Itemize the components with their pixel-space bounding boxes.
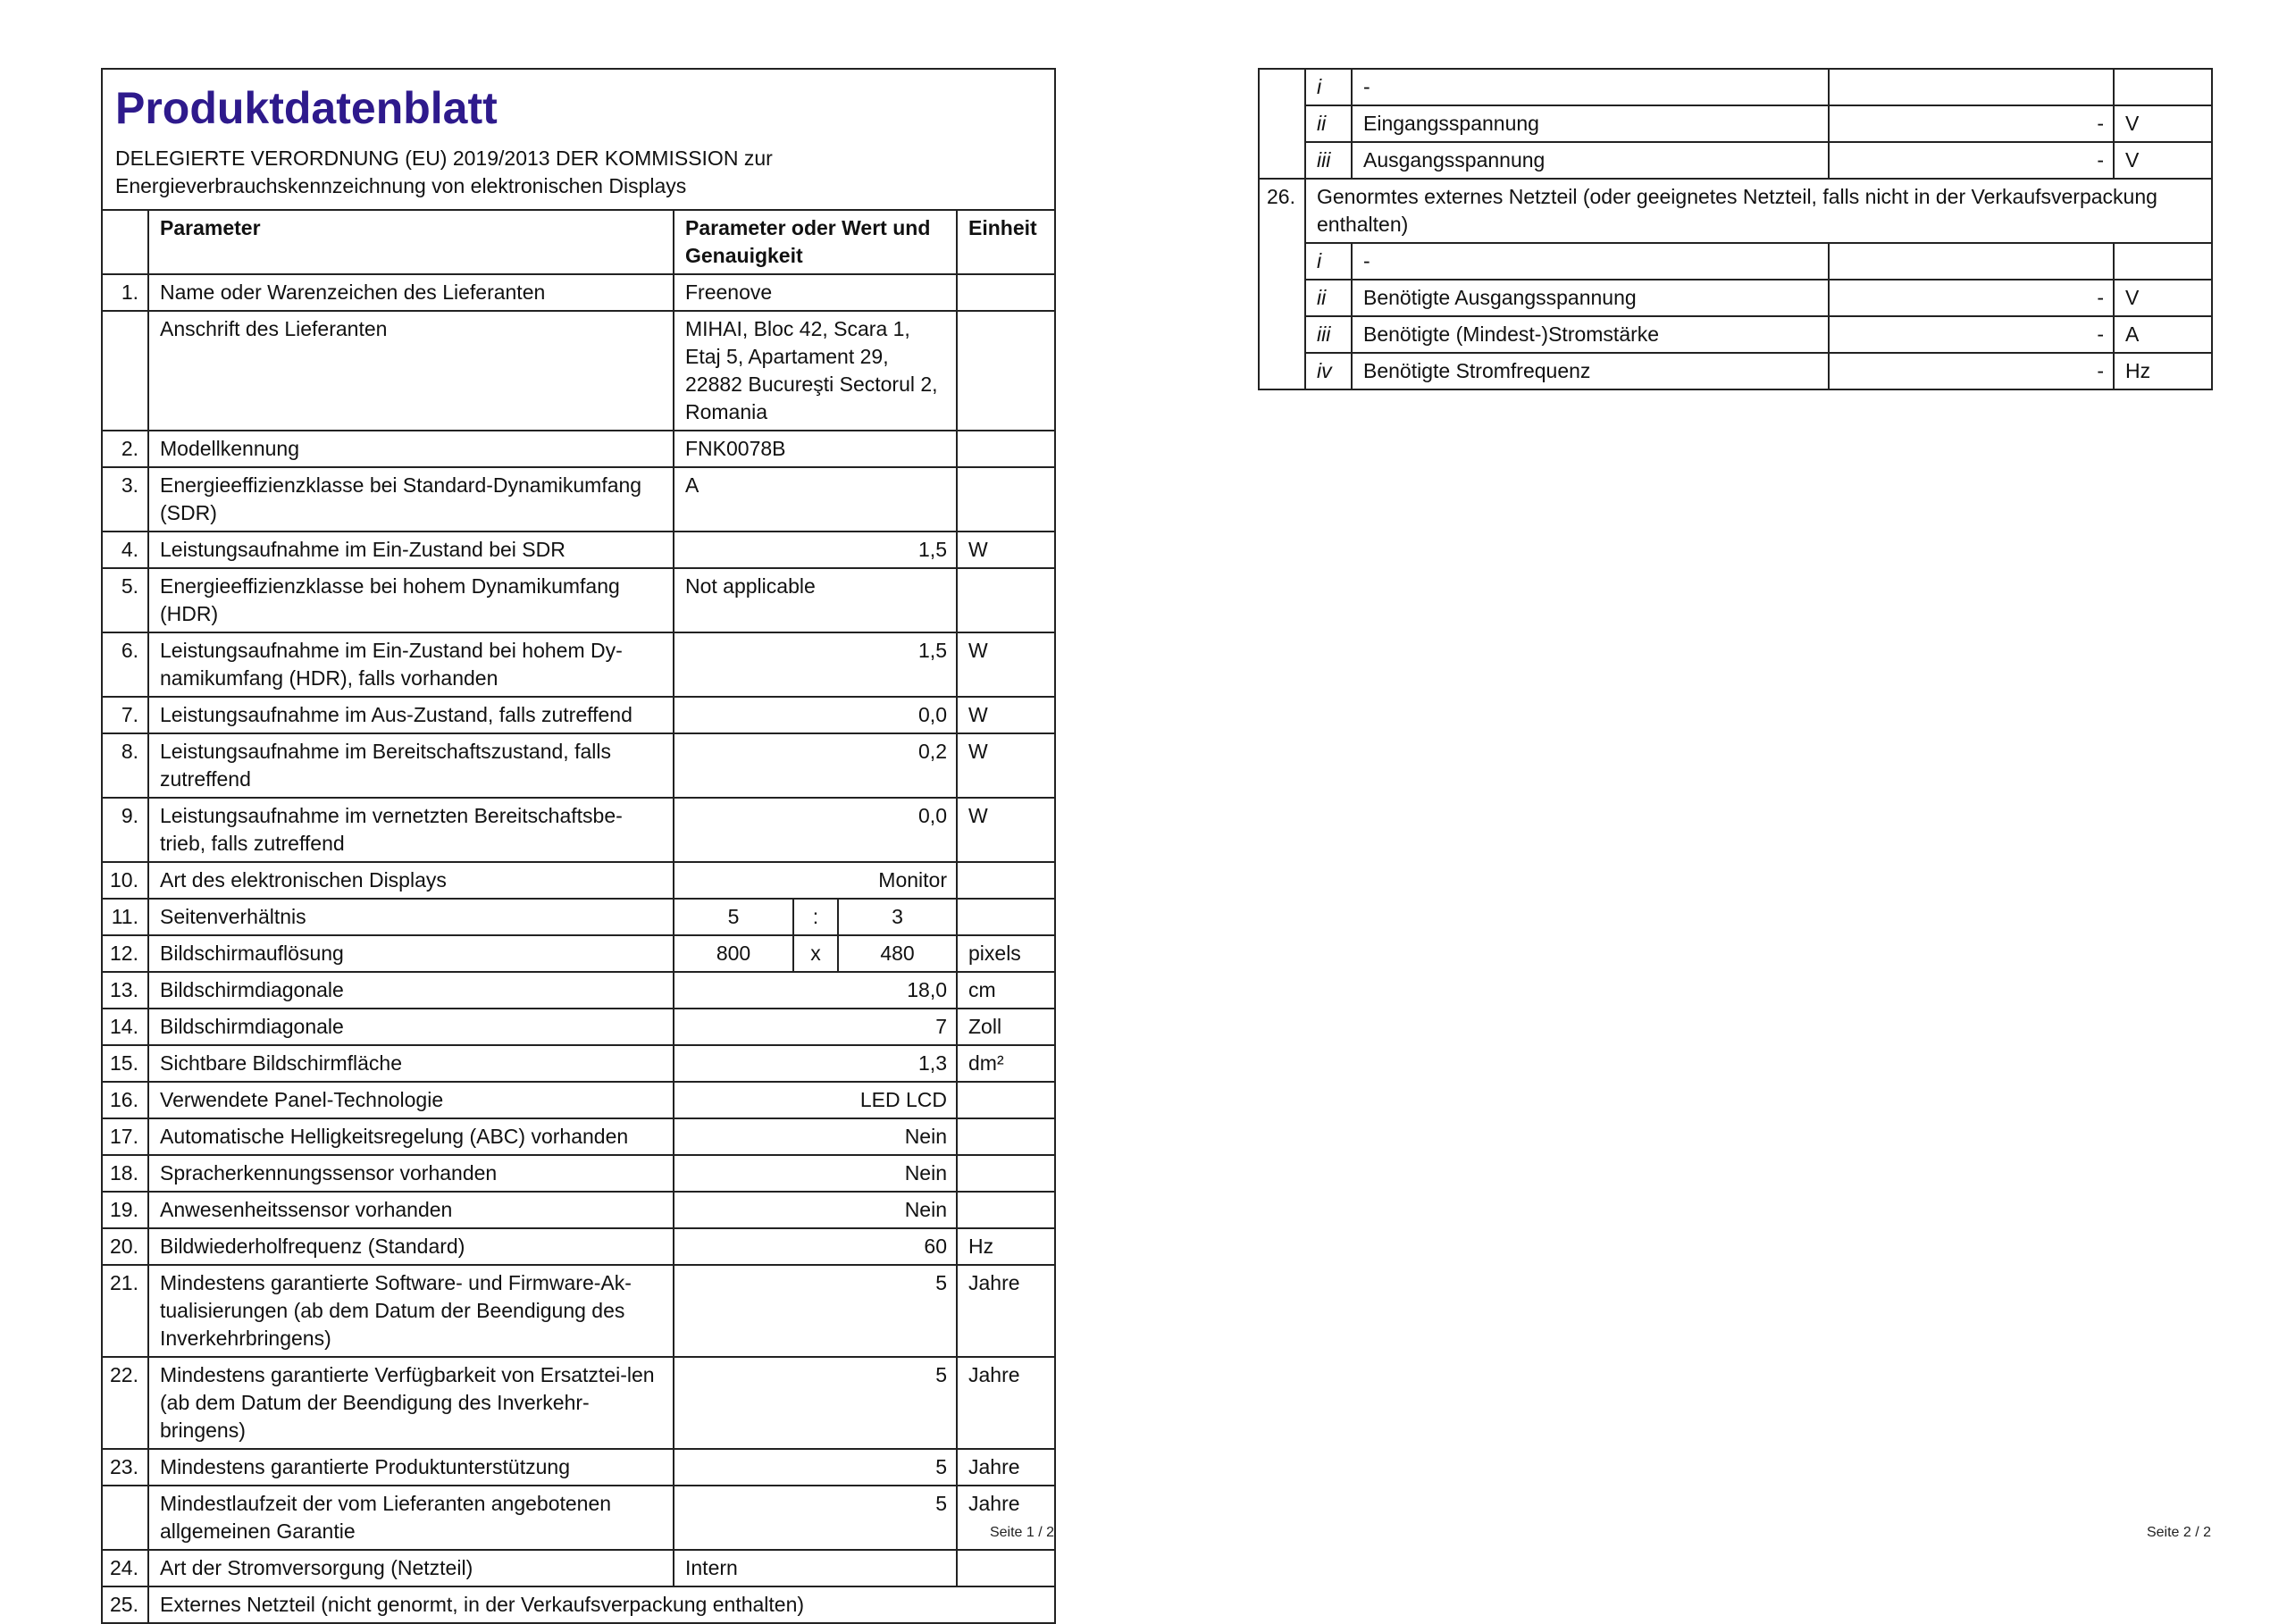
row-unit [957, 311, 1055, 431]
row-value-separator: : [793, 899, 838, 935]
table-row [102, 632, 1055, 697]
table-row [102, 274, 1055, 311]
row-unit: V [2114, 105, 2212, 142]
row-label: Bildschirmauflösung [148, 935, 674, 972]
row-label: Leistungsaufnahme im Ein-Zustand bei SDR [148, 532, 674, 568]
col-header-unit: Einheit [957, 210, 1055, 274]
table-row [1259, 69, 2212, 105]
datasheet-page-1 [101, 68, 1054, 1624]
table-row [102, 1155, 1055, 1192]
row-value [1829, 69, 2114, 105]
row-value: 0,2 [674, 733, 957, 798]
row-number [102, 1486, 148, 1550]
row-unit [2114, 243, 2212, 280]
row-value: A [674, 467, 957, 532]
row-value: Nein [674, 1192, 957, 1228]
table-row [102, 697, 1055, 733]
row-unit [957, 431, 1055, 467]
row-value: 0,0 [674, 697, 957, 733]
table-row [102, 935, 1055, 972]
row-number: 13. [102, 972, 148, 1009]
table-row [102, 467, 1055, 532]
row-number: 6. [102, 632, 148, 697]
header-block [102, 69, 1055, 210]
regulation-subtitle: DELEGIERTE VERORDNUNG (EU) 2019/2013 DER KOMMISSION zur Energieverbrauchskennzeichnung von elektronischen Displays [115, 146, 773, 197]
table-row [102, 431, 1055, 467]
row-label: Mindestens garantierte Verfügbarkeit von Ersatztei-len (ab dem Datum der Beendigung des Inverkehr-bringens) [148, 1357, 674, 1449]
row-label: Energieeffizienzklasse bei Standard-Dynamikumfang (SDR) [148, 467, 674, 532]
row-label: Automatische Helligkeitsregelung (ABC) vorhanden [148, 1118, 674, 1155]
table-row [102, 733, 1055, 798]
row-value: - [1829, 353, 2114, 389]
row-value: - [1829, 142, 2114, 179]
row-label: Mindestlaufzeit der vom Lieferanten angebotenen allgemeinen Garantie [148, 1486, 674, 1550]
row-number: 5. [102, 568, 148, 632]
row-unit [957, 1118, 1055, 1155]
row-number [1259, 69, 1305, 179]
row-label: Seitenverhältnis [148, 899, 674, 935]
row-unit [957, 467, 1055, 532]
row-roman: iii [1305, 316, 1352, 353]
row-value: 5 [674, 1357, 957, 1449]
row-label: Anschrift des Lieferanten [148, 311, 674, 431]
row-label: Spracherkennungssensor vorhanden [148, 1155, 674, 1192]
row-unit: W [957, 697, 1055, 733]
table-row [102, 1228, 1055, 1265]
row-unit [957, 1192, 1055, 1228]
row-value: 1,3 [674, 1045, 957, 1082]
header-row [102, 69, 1055, 210]
row-label: Benötigte Ausgangsspannung [1352, 280, 1829, 316]
row-value: Monitor [674, 862, 957, 899]
row-number: 2. [102, 431, 148, 467]
row-unit [2114, 69, 2212, 105]
row-value: 5 [674, 1449, 957, 1486]
table-row [102, 1550, 1055, 1586]
row-number: 22. [102, 1357, 148, 1449]
row-value: - [1829, 280, 2114, 316]
row-label: Art der Stromversorgung (Netzteil) [148, 1550, 674, 1586]
table-row [102, 1009, 1055, 1045]
row-number: 25. [102, 1586, 148, 1623]
datasheet-page-2 [1258, 68, 2211, 1540]
table-row [102, 862, 1055, 899]
table-row [102, 1486, 1055, 1550]
row-label: Verwendete Panel-Technologie [148, 1082, 674, 1118]
row-unit: W [957, 632, 1055, 697]
row-unit: Hz [957, 1228, 1055, 1265]
row-number: 16. [102, 1082, 148, 1118]
row-unit: V [2114, 280, 2212, 316]
row-label: Externes Netzteil (nicht genormt, in der Verkaufsverpackung enthalten) [148, 1586, 1055, 1623]
row-value: FNK0078B [674, 431, 957, 467]
page-footer: Seite 1 / 2 [989, 1525, 1054, 1540]
row-number: 24. [102, 1550, 148, 1586]
row-value: MIHAI, Bloc 42, Scara 1, Etaj 5, Apartament 29, 22882 Bucureşti Sectorul 2, Romania [674, 311, 957, 431]
row-label: Leistungsaufnahme im Ein-Zustand bei hohem Dy-namikumfang (HDR), falls vorhanden [148, 632, 674, 697]
row-label: Bildschirmdiagonale [148, 1009, 674, 1045]
row-label: Eingangsspannung [1352, 105, 1829, 142]
table-row [102, 1045, 1055, 1082]
col-header-value: Parameter oder Wert und Genauigkeit [674, 210, 957, 274]
row-value: Freenove [674, 274, 957, 311]
row-label: Energieeffizienzklasse bei hohem Dynamikumfang (HDR) [148, 568, 674, 632]
table-row [102, 1449, 1055, 1486]
row-value: - [1829, 316, 2114, 353]
row-roman: iv [1305, 353, 1352, 389]
row-number: 21. [102, 1265, 148, 1357]
row-unit: cm [957, 972, 1055, 1009]
row-label: Anwesenheitssensor vorhanden [148, 1192, 674, 1228]
row-number: 1. [102, 274, 148, 311]
row-number: 17. [102, 1118, 148, 1155]
row-number: 14. [102, 1009, 148, 1045]
table-row [102, 1082, 1055, 1118]
row-unit: pixels [957, 935, 1055, 972]
row-label: Bildwiederholfrequenz (Standard) [148, 1228, 674, 1265]
row-label: Leistungsaufnahme im vernetzten Bereitschaftsbe-trieb, falls zutreffend [148, 798, 674, 862]
row-value: Not applicable [674, 568, 957, 632]
row-number: 3. [102, 467, 148, 532]
row-unit: A [2114, 316, 2212, 353]
table-row [102, 568, 1055, 632]
row-number: 10. [102, 862, 148, 899]
row-value [1829, 243, 2114, 280]
table-row [102, 972, 1055, 1009]
row-label: Ausgangsspannung [1352, 142, 1829, 179]
table-row [102, 798, 1055, 862]
row-unit [957, 899, 1055, 935]
table-row [1259, 105, 2212, 142]
table-row [1259, 316, 2212, 353]
row-roman: i [1305, 243, 1352, 280]
row-value: - [1829, 105, 2114, 142]
row-value: 0,0 [674, 798, 957, 862]
row-value: LED LCD [674, 1082, 957, 1118]
row-value-a: 800 [674, 935, 793, 972]
row-label: - [1352, 243, 1829, 280]
row-value: Intern [674, 1550, 957, 1586]
row-unit: W [957, 798, 1055, 862]
row-unit [957, 1082, 1055, 1118]
row-unit [957, 1550, 1055, 1586]
row-label: Benötigte (Mindest-)Stromstärke [1352, 316, 1829, 353]
page-footer: Seite 2 / 2 [2146, 1525, 2211, 1540]
row-label: Modellkennung [148, 431, 674, 467]
table-row [1259, 243, 2212, 280]
row-value: 7 [674, 1009, 957, 1045]
row-number: 4. [102, 532, 148, 568]
table-row [1259, 280, 2212, 316]
row-value: Nein [674, 1118, 957, 1155]
row-roman: i [1305, 69, 1352, 105]
table-row [1259, 353, 2212, 389]
row-value-separator: x [793, 935, 838, 972]
row-value: 1,5 [674, 532, 957, 568]
row-number: 23. [102, 1449, 148, 1486]
row-label: Benötigte Stromfrequenz [1352, 353, 1829, 389]
row-unit: dm² [957, 1045, 1055, 1082]
column-header-row [102, 210, 1055, 274]
row-label: Name oder Warenzeichen des Lieferanten [148, 274, 674, 311]
row-number: 15. [102, 1045, 148, 1082]
row-label: Sichtbare Bildschirmfläche [148, 1045, 674, 1082]
table-row [102, 1192, 1055, 1228]
row-label: Leistungsaufnahme im Aus-Zustand, falls zutreffend [148, 697, 674, 733]
row-number: 26. [1259, 179, 1305, 389]
row-roman: ii [1305, 280, 1352, 316]
row-label: - [1352, 69, 1829, 105]
row-number: 18. [102, 1155, 148, 1192]
row-number: 9. [102, 798, 148, 862]
row-unit: W [957, 532, 1055, 568]
row-value: 60 [674, 1228, 957, 1265]
datasheet-table-continued [1258, 68, 2213, 390]
table-row [102, 1586, 1055, 1623]
table-row [102, 899, 1055, 935]
row-number: 20. [102, 1228, 148, 1265]
row-value: 5 [674, 1486, 957, 1550]
row-value-b: 480 [838, 935, 957, 972]
row-unit [957, 568, 1055, 632]
row-value: 18,0 [674, 972, 957, 1009]
row-number: 7. [102, 697, 148, 733]
row-label: Art des elektronischen Displays [148, 862, 674, 899]
row-label: Genormtes externes Netzteil (oder geeignetes Netzteil, falls nicht in der Verkaufsverpackung enthalten) [1305, 179, 2212, 243]
row-label: Mindestens garantierte Produktunterstützung [148, 1449, 674, 1486]
row-unit [957, 862, 1055, 899]
table-row [102, 532, 1055, 568]
row-unit: W [957, 733, 1055, 798]
row-unit: Zoll [957, 1009, 1055, 1045]
table-row [102, 1118, 1055, 1155]
datasheet-table [101, 68, 1056, 1624]
row-value-a: 5 [674, 899, 793, 935]
table-row [1259, 179, 2212, 243]
row-unit: Jahre [957, 1449, 1055, 1486]
row-number: 12. [102, 935, 148, 972]
row-unit: Hz [2114, 353, 2212, 389]
row-unit: V [2114, 142, 2212, 179]
row-value: 1,5 [674, 632, 957, 697]
table-row [102, 311, 1055, 431]
row-unit: Jahre [957, 1357, 1055, 1449]
table-row [1259, 142, 2212, 179]
row-unit: Jahre [957, 1486, 1055, 1550]
table-row [102, 1357, 1055, 1449]
table-row [102, 1265, 1055, 1357]
col-header-parameter: Parameter [148, 210, 674, 274]
row-number: 11. [102, 899, 148, 935]
page-title: Produktdatenblatt [115, 83, 498, 133]
row-unit [957, 274, 1055, 311]
row-number [102, 311, 148, 431]
row-label: Mindestens garantierte Software- und Firmware-Ak-tualisierungen (ab dem Datum der Beendigung des Inverkehrbringens) [148, 1265, 674, 1357]
row-unit: Jahre [957, 1265, 1055, 1357]
row-value-b: 3 [838, 899, 957, 935]
row-value: 5 [674, 1265, 957, 1357]
row-roman: iii [1305, 142, 1352, 179]
row-unit [957, 1155, 1055, 1192]
row-value: Nein [674, 1155, 957, 1192]
col-header-num [102, 210, 148, 274]
row-label: Leistungsaufnahme im Bereitschaftszustand, falls zutreffend [148, 733, 674, 798]
row-number: 8. [102, 733, 148, 798]
row-roman: ii [1305, 105, 1352, 142]
row-number: 19. [102, 1192, 148, 1228]
row-label: Bildschirmdiagonale [148, 972, 674, 1009]
